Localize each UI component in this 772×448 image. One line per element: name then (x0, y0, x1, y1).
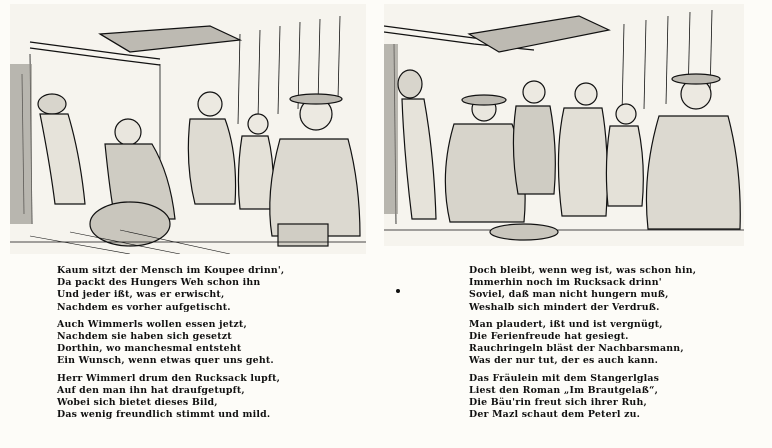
verse-line: Und jeder ißt, was er erwischt, (57, 289, 225, 301)
stanza (469, 319, 749, 368)
verse-line: Kaum sitzt der Mensch im Koupee drinn', (57, 265, 285, 276)
verse-line: Nachdem sie haben sich gesetzt (57, 331, 232, 343)
verse-line: Wobei sich bietet dieses Bild, (57, 397, 218, 409)
verse-line: Immerhin noch im Rucksack drinn' (469, 277, 662, 289)
verse-line: Die Bäu'rin freut sich ihrer Ruh, (469, 397, 647, 409)
right-illustration (384, 4, 744, 246)
right-verse-column (469, 265, 749, 426)
verse-line: Herr Wimmerl drum den Rucksack lupft, (57, 372, 281, 384)
verse-line: Liest den Roman „Im Brautgelaß“, (469, 384, 659, 396)
left-verse-column (57, 265, 337, 426)
verse-line: Doch bleibt, wenn weg ist, was schon hin, (469, 265, 697, 276)
verse-line: Weshalb sich mindert der Verdruß. (469, 301, 660, 313)
stanza (57, 265, 337, 314)
verse-line: Da packt des Hungers Weh schon ihn (57, 277, 261, 289)
stanza (57, 373, 337, 422)
verse-line: Das Fräulein mit dem Stangerlglas (469, 372, 660, 384)
verse-line: Auf den man ihn hat draufgetupft, (57, 384, 245, 396)
verse-line: Was der nur tut, der es auch kann. (469, 355, 659, 367)
verse-line: Nachdem es vorher aufgetischt. (57, 301, 231, 313)
ink-dot (396, 289, 400, 293)
verse-line: Der Mazl schaut dem Peterl zu. (469, 409, 641, 421)
left-illustration (10, 4, 366, 254)
verse-line: Ein Wunsch, wenn etwas quer uns geht. (57, 355, 274, 367)
verse-line: Auch Wimmerls wollen essen jetzt, (57, 318, 247, 330)
verse-line: Man plaudert, ißt und ist vergnügt, (469, 318, 663, 330)
verse-line: Rauchringeln bläst der Nachbarsmann, (469, 343, 684, 355)
verse-line: Die Ferienfreude hat gesiegt. (469, 331, 629, 343)
verse-line: Das wenig freundlich stimmt und mild. (57, 409, 271, 421)
stanza (469, 373, 749, 422)
verse-line: Dorthin, wo manchesmal entsteht (57, 343, 242, 355)
stanza (469, 265, 749, 314)
stanza (57, 319, 337, 368)
verse-line: Soviel, daß man nicht hungern muß, (469, 289, 669, 301)
